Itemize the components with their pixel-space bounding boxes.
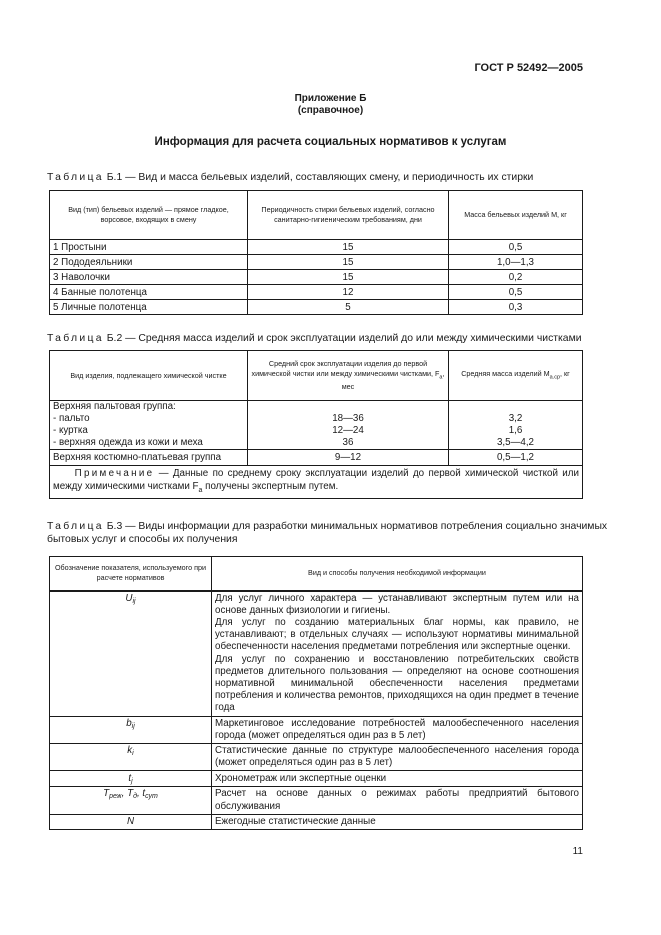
table-row (50, 401, 583, 450)
table3 (49, 556, 583, 830)
table1 (49, 190, 583, 315)
table-row (50, 591, 583, 717)
table1-cell: 12 (248, 285, 449, 300)
page-number: 11 (572, 846, 583, 857)
document-code: ГОСТ Р 52492—2005 (474, 62, 583, 74)
table3-header-col1: Обозначение показателя, используемого при расчете нормативов (50, 557, 212, 591)
table2-header-col2: Средний срок эксплуатации изделия до первой химической чистки или между химическими чистками, $F_а$, мес (248, 351, 449, 401)
table3-header-col2: Вид и способы получения необходимой информации (212, 557, 583, 591)
table-row (50, 255, 583, 270)
table3-description: Ежегодные статистические данные (212, 814, 583, 829)
table-row (50, 771, 583, 787)
table1-cell: 2 Пододеяльники (50, 255, 248, 270)
table1-cell: 4 Банные полотенца (50, 285, 248, 300)
table3-description: Для услуг личного характера — устанавливают экспертным путем или на основе данных физиологии и гигиены. Для услуг по созданию материальных благ нормы, как правило, не устанавливают; в отдельных случаях — используют нормативы минимальной обеспеченности населения предметами потребления или экспертные оценки. Для услуг по сохранению и восстановлению потребительских свойств предметов длительного пользования — определяют на основе соотношения нормативной минимальной обеспеченности населения предметами потребления и количества ремонтов, приходящихся на один предмет в течение года (212, 591, 583, 717)
table-row (50, 300, 583, 315)
table2 (49, 350, 583, 499)
table2-group1-terms: 18—36 12—24 36 (248, 401, 449, 450)
main-title: Информация для расчета социальных нормативов к услугам (154, 136, 507, 148)
table1-cell: 1,0—1,3 (449, 255, 583, 270)
table3-header-row (50, 557, 583, 591)
table1-cell: 5 (248, 300, 449, 315)
table1-cell: 0,3 (449, 300, 583, 315)
table1-cell: 0,2 (449, 270, 583, 285)
table1-header-row (50, 191, 583, 240)
table2-group2-term: 9—12 (248, 450, 449, 466)
table3-description: Маркетинговое исследование потребностей малообеспеченного населения города (может определяться один раз в 5 лет) (212, 716, 583, 743)
table2-group2-mass: 0,5—1,2 (449, 450, 583, 466)
table-row (50, 240, 583, 255)
table2-group1-masses: 3,2 1,6 3,5—4,2 (449, 401, 583, 450)
table2-group1-cell: Верхняя пальтовая группа: - пальто - куртка - верхняя одежда из кожи и меха (50, 401, 248, 450)
table3-description: Статистические данные по структуре малообеспеченного населения города (может определяться один раз в 5 лет) (212, 743, 583, 770)
table-row (50, 450, 583, 466)
table3-description: Хронометраж или экспертные оценки (212, 771, 583, 787)
table-row (50, 814, 583, 829)
table1-cell: 15 (248, 240, 449, 255)
table3-symbol: $t_j$ (50, 771, 212, 787)
appendix-subtitle: (справочное) (297, 105, 364, 116)
table-row (50, 716, 583, 743)
table3-symbol: $k_i$ (50, 743, 212, 770)
table3-caption: Таблица Б.3 — Виды информации для разработки минимальных нормативов потребления социально значимых (47, 521, 608, 532)
table3-symbol: N (50, 814, 212, 829)
table1-cell: 15 (248, 255, 449, 270)
table1-cell: 5 Личные полотенца (50, 300, 248, 315)
table3-caption-line2: бытовых услуг и способы их получения (47, 534, 238, 545)
appendix-title: Приложение Б (294, 93, 367, 104)
table2-caption: Таблица Б.2 — Средняя масса изделий и срок эксплуатации изделий до или между химическими чистками (47, 333, 582, 344)
table3-symbol: $b_{ij}$ (50, 716, 212, 743)
table2-note-row (50, 466, 583, 499)
table-row (50, 743, 583, 770)
table-row (50, 270, 583, 285)
table1-cell: 15 (248, 270, 449, 285)
table1-cell: 1 Простыни (50, 240, 248, 255)
table1-cell: 0,5 (449, 240, 583, 255)
table1-cell: 3 Наволочки (50, 270, 248, 285)
table1-cell: 0,5 (449, 285, 583, 300)
table1-header-col1: Вид (тип) бельевых изделий — прямое гладкое, ворсовое, входящих в смену (50, 191, 248, 240)
table1-header-col2: Периодичность стирки бельевых изделий, согласно санитарно-гигиеническим требованиям, дни (248, 191, 449, 240)
table2-note: Примечание — Данные по среднему сроку эксплуатации изделий до первой химической чисткой или между химическими чистками $F_a$ получены экспертным путем. (50, 466, 583, 499)
table3-symbol: $T_{реж}$, $T_д$, $t_{сут}$ (50, 787, 212, 814)
table2-header-col1: Вид изделия, подлежащего химической чистке (50, 351, 248, 401)
table1-header-col3: Масса бельевых изделий М, кг (449, 191, 583, 240)
table-row (50, 285, 583, 300)
table1-caption: Таблица Б.1 — Вид и масса бельевых изделий, составляющих смену, и периодичность их стирки (47, 172, 534, 183)
table3-description: Расчет на основе данных о режимах работы предприятий бытового обслуживания (212, 787, 583, 814)
table-row (50, 787, 583, 814)
table2-group2-title: Верхняя костюмно-платьевая группа (50, 450, 248, 466)
table2-header-row (50, 351, 583, 401)
table3-symbol: $U_{ij}$ (50, 591, 212, 717)
table2-header-col3: Средняя масса изделий $М_{а.ср}$, кг (449, 351, 583, 401)
